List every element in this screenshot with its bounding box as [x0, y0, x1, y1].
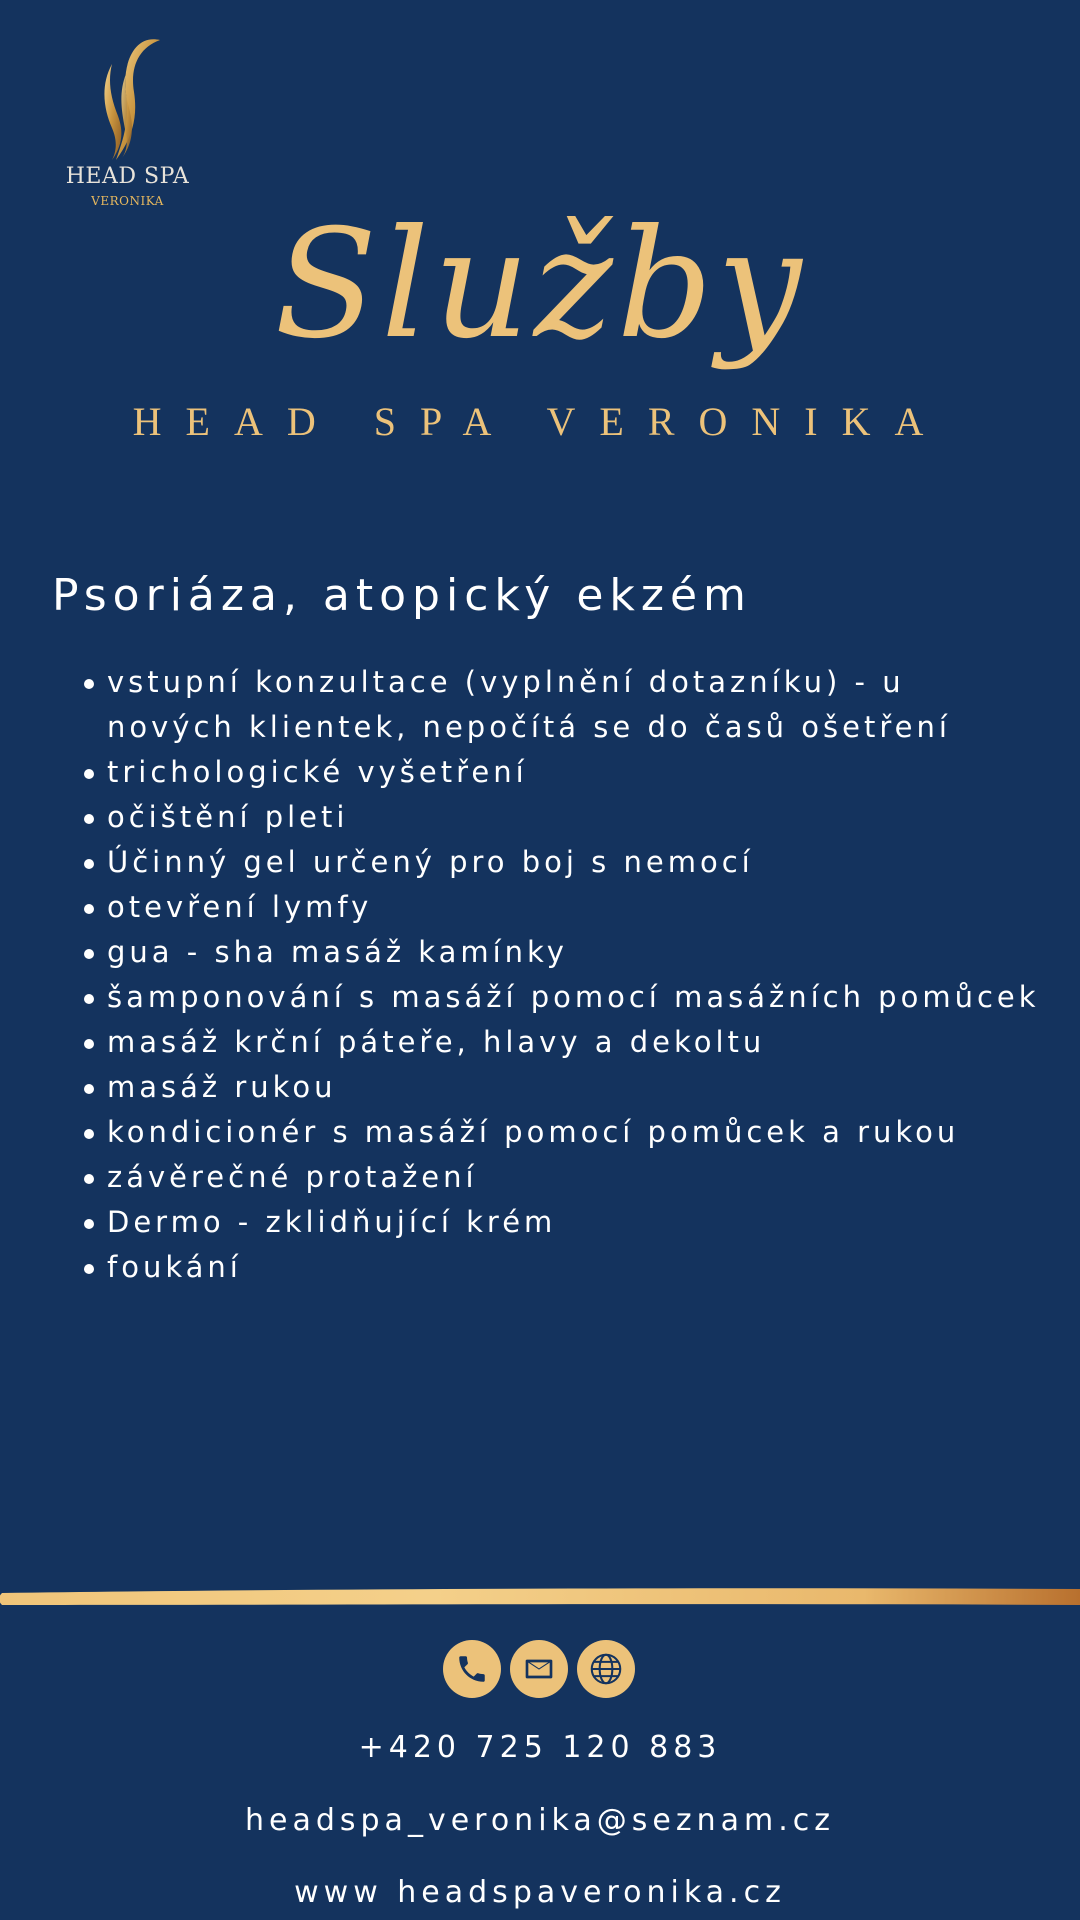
website-link[interactable]: www headspaveronika.cz — [294, 1875, 786, 1910]
phone-number[interactable]: +420 725 120 883 — [358, 1730, 722, 1765]
list-item: vstupní konzultace (vyplnění dotazníku) - u nových klientek, nepočítá se do časů ošetření — [82, 660, 1042, 750]
list-item: foukání — [82, 1245, 1042, 1290]
list-item: očištění pleti — [82, 795, 1042, 840]
page-subtitle: HEAD SPA VERONIKA — [132, 399, 948, 444]
list-item: trichologické vyšetření — [82, 750, 1042, 795]
logo — [60, 34, 195, 214]
page-title: Služby — [274, 198, 806, 372]
email-address[interactable]: headspa_veronika@seznam.cz — [244, 1803, 835, 1838]
list-item: závěrečné protažení — [82, 1155, 1042, 1200]
gold-divider — [0, 1585, 1080, 1609]
list-item: šamponování s masáží pomocí masážních pomůcek — [82, 975, 1042, 1020]
list-item: masáž krční páteře, hlavy a dekoltu — [82, 1020, 1042, 1065]
section-heading: Psoriáza, atopický ekzém — [52, 570, 752, 621]
list-item: masáž rukou — [82, 1065, 1042, 1110]
hair-strand-logo-icon — [82, 34, 172, 164]
list-item: otevření lymfy — [82, 885, 1042, 930]
mail-icon[interactable] — [510, 1640, 568, 1698]
list-item: gua - sha masáž kamínky — [82, 930, 1042, 975]
list-item: Dermo - zklidňující krém — [82, 1200, 1042, 1245]
services-list — [82, 660, 1042, 1290]
phone-icon[interactable] — [443, 1640, 501, 1698]
list-item: Účinný gel určený pro boj s nemocí — [82, 840, 1042, 885]
contact-icons — [443, 1640, 638, 1700]
logo-name: HEAD SPA — [65, 164, 190, 189]
globe-icon[interactable] — [577, 1640, 635, 1698]
logo-subname: VERONIKA — [91, 194, 164, 208]
list-item: kondicionér s masáží pomocí pomůcek a rukou — [82, 1110, 1042, 1155]
